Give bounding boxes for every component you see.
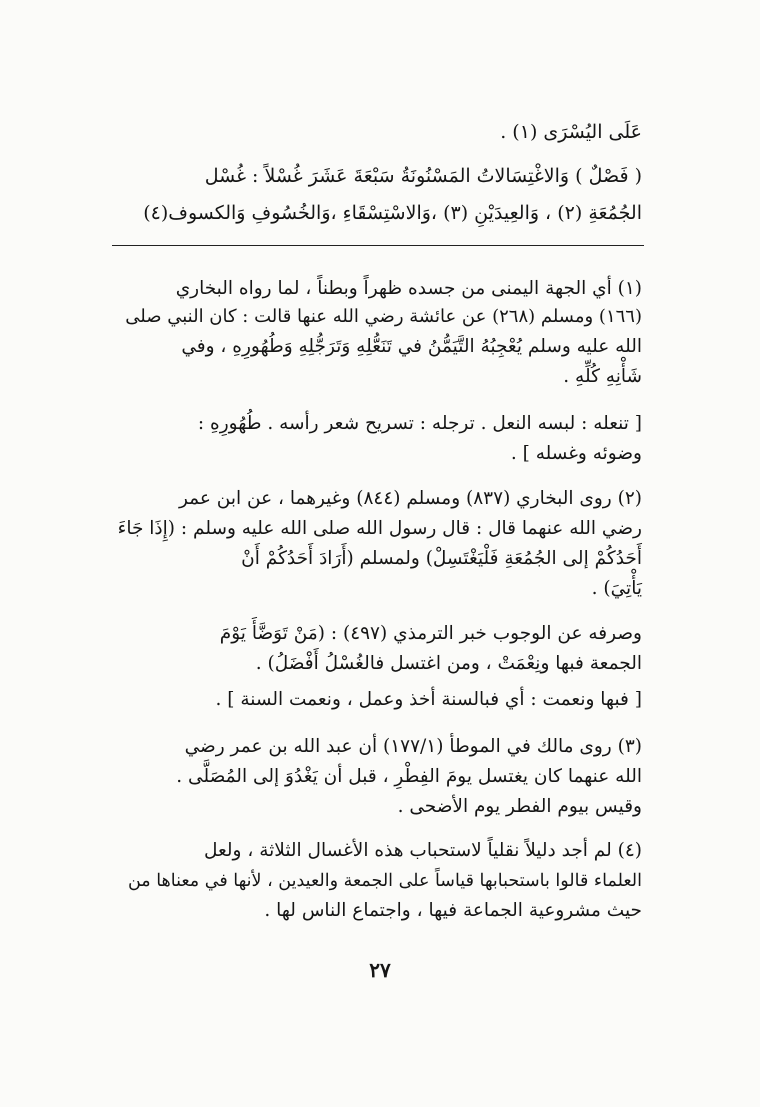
footnote-line: الجمعة فبها ونِعْمَتْ ، ومن اغتسل فالغُسْلُ أَفْضَلُ) .	[255, 653, 642, 674]
page-number: ٢٧	[369, 958, 391, 982]
footnote-line: (١) أي الجهة اليمنى من جسده ظهراً وبطناً ، لما رواه البخاري	[175, 278, 642, 299]
footnote-line: (١٦٦) ومسلم (٢٦٨) عن عائشة رضي الله عنها قالت : كان النبي صلى	[125, 306, 642, 327]
main-text-line: الجُمُعَةِ (٢) ، وَالعِيدَيْنِ (٣) ،وَالاسْتِسْقَاءِ ،وَالخُسُوفِ وَالكسوف(٤)	[143, 202, 642, 224]
footnote-line: الله عنهما كان يغتسل يومَ الفِطْرِ ، قبل أن يَغْدُوَ إلى المُصَلَّى .	[176, 766, 642, 787]
footnote-line: العلماء قالوا باستحبابها قياساً على الجمعة والعيدين ، لأنها في معناها من	[127, 871, 642, 891]
footnote-line: وقيس بيوم الفطر يوم الأضحى .	[397, 796, 642, 817]
footnote-line: (٤) لم أجد دليلاً نقلياً لاستحباب هذه الأغسال الثلاثة ، ولعل	[203, 840, 642, 861]
gloss-line: [ تنعله : لبسه النعل . ترجله : تسريح شعر رأسه . طُهُورِهِ :	[197, 413, 642, 434]
footnote-line: رضي الله عنهما قال : قال رسول الله صلى الله عليه وسلم : (إِذَا جَاءَ	[117, 518, 642, 539]
gloss-line: [ فبها ونعمت : أي فبالسنة أخذ وعمل ، ونعمت السنة ] .	[215, 689, 642, 710]
footnote-line: أَحَدُكُمْ إلى الجُمُعَةِ فَلْيَغْتَسِلْ) ولمسلم (أَرَادَ أَحَدُكُمْ أَنْ	[241, 548, 642, 569]
footnote-line: يَأْتِيَ) .	[591, 578, 642, 599]
main-text-line: عَلَى اليُسْرَى (١) .	[500, 121, 642, 143]
footnote-line: (٢) روى البخاري (٨٣٧) ومسلم (٨٤٤) وغيرهما ، عن ابن عمر	[178, 488, 642, 509]
gloss-line: وضوئه وغسله ] .	[510, 443, 642, 464]
footnote-line: شَأْنِهِ كُلِّهِ .	[563, 366, 642, 387]
footnote-line: (٣) روى مالك في الموطأ (١٧٧/١) أن عبد الله بن عمر رضي	[184, 736, 642, 757]
footnote-line: حيث مشروعية الجماعة فيها ، واجتماع الناس لها .	[264, 900, 642, 921]
footnote-separator	[112, 245, 644, 246]
main-text-line: ( فَصْلٌ ) وَالاغْتِسَالاتُ المَسْنُونَةُ سَبْعَةَ عَشَرَ غُسْلاً : غُسْل	[204, 165, 642, 187]
footnote-line: وصرفه عن الوجوب خبر الترمذي (٤٩٧) : (مَنْ تَوَضَّأَ يَوْمَ	[219, 623, 642, 644]
footnote-line: الله عليه وسلم يُعْجِبُهُ التَّيَمُّنُ في تَنَعُّلِهِ وَتَرَجُّلِهِ وَطُهُورِهِ ، وفي	[181, 336, 642, 357]
